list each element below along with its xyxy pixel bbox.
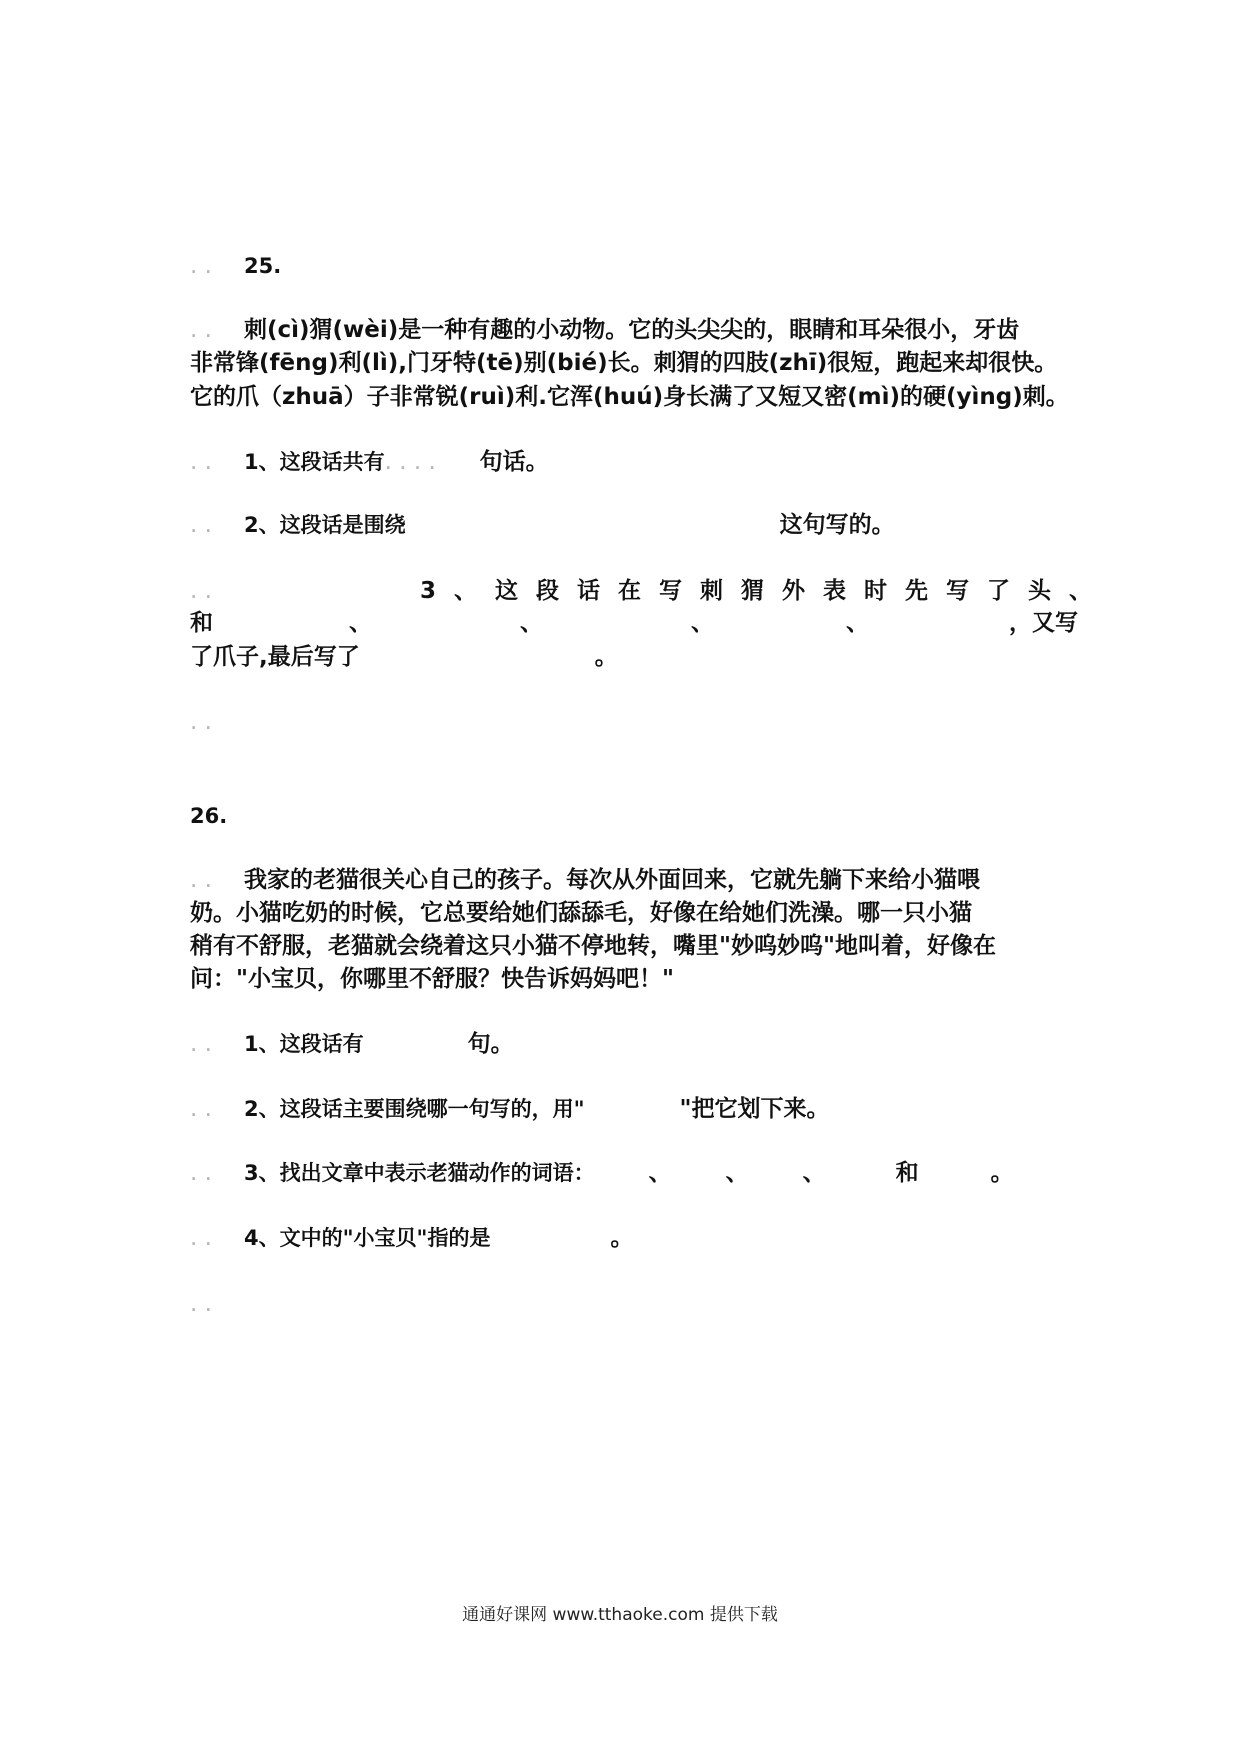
spacer-dots: . . xyxy=(190,709,212,735)
q25-question-3-line-2: 和 、 、 、 、 ，又写 xyxy=(190,610,1078,636)
q25-question-3-line-1: . . 3、这段话在写刺猬外表时先写了头、 xyxy=(190,578,1111,604)
q25-line-number: . . 25. xyxy=(190,253,282,279)
q26-number: 26. xyxy=(190,804,228,828)
answer-blank[interactable]: . . . . xyxy=(384,449,436,475)
q26-question-4: . . 4、文中的"小宝贝"指的是 。 xyxy=(190,1225,634,1251)
q25-number: 25. xyxy=(243,254,282,278)
q25-passage-line-3: 它的爪（zhuā）子非常锐(ruì)利.它浑(huú)身长满了又短又密(mì)的硬(yìng)刺。 xyxy=(190,384,1069,410)
q25-question-1: . . 1、这段话共有. . . . 句话。 xyxy=(190,446,549,478)
spacer-dots: . . xyxy=(190,1291,212,1317)
q26-question-2: . . 2、这段话主要围绕哪一句写的，用" "把它划下来。 xyxy=(190,1096,830,1122)
q25-question-2: . . 2、这段话是围绕 这句写的。 xyxy=(190,512,895,538)
q26-passage-line-3: 稍有不舒服，老猫就会绕着这只小猫不停地转，嘴里"妙呜妙呜"地叫着，好像在 xyxy=(190,933,996,959)
footer-credit: 通通好课网 www.tthaoke.com 提供下载 xyxy=(462,1605,778,1625)
q25-passage-line-1: . . 刺(cì)猬(wèi)是一种有趣的小动物。它的头尖尖的，眼睛和耳朵很小，牙齿 xyxy=(190,317,1020,343)
q26-line-number xyxy=(190,800,227,832)
q25-passage-line-2: 非常锋(fēng)利(lì),门牙特(tē)别(bié)长。刺猬的四肢(zhī)很短，跑起来却很快。 xyxy=(190,350,1058,376)
q26-passage-line-2: 奶。小猫吃奶的时候，它总要给她们舔舔毛，好像在给她们洗澡。哪一只小猫 xyxy=(190,900,972,926)
q26-question-3: . . 3、找出文章中表示老猫动作的词语： 、 、 、 和 。 xyxy=(190,1160,1014,1186)
q26-question-1: . . 1、这段话有 句。 xyxy=(190,1031,514,1057)
q26-passage-line-4: 问："小宝贝，你哪里不舒服？快告诉妈妈吧！" xyxy=(190,966,674,992)
q25-question-3-line-3: 了爪子,最后写了 。 xyxy=(190,644,618,670)
q26-passage-line-1: . . 我家的老猫很关心自己的孩子。每次从外面回来，它就先躺下来给小猫喂 xyxy=(190,867,980,893)
